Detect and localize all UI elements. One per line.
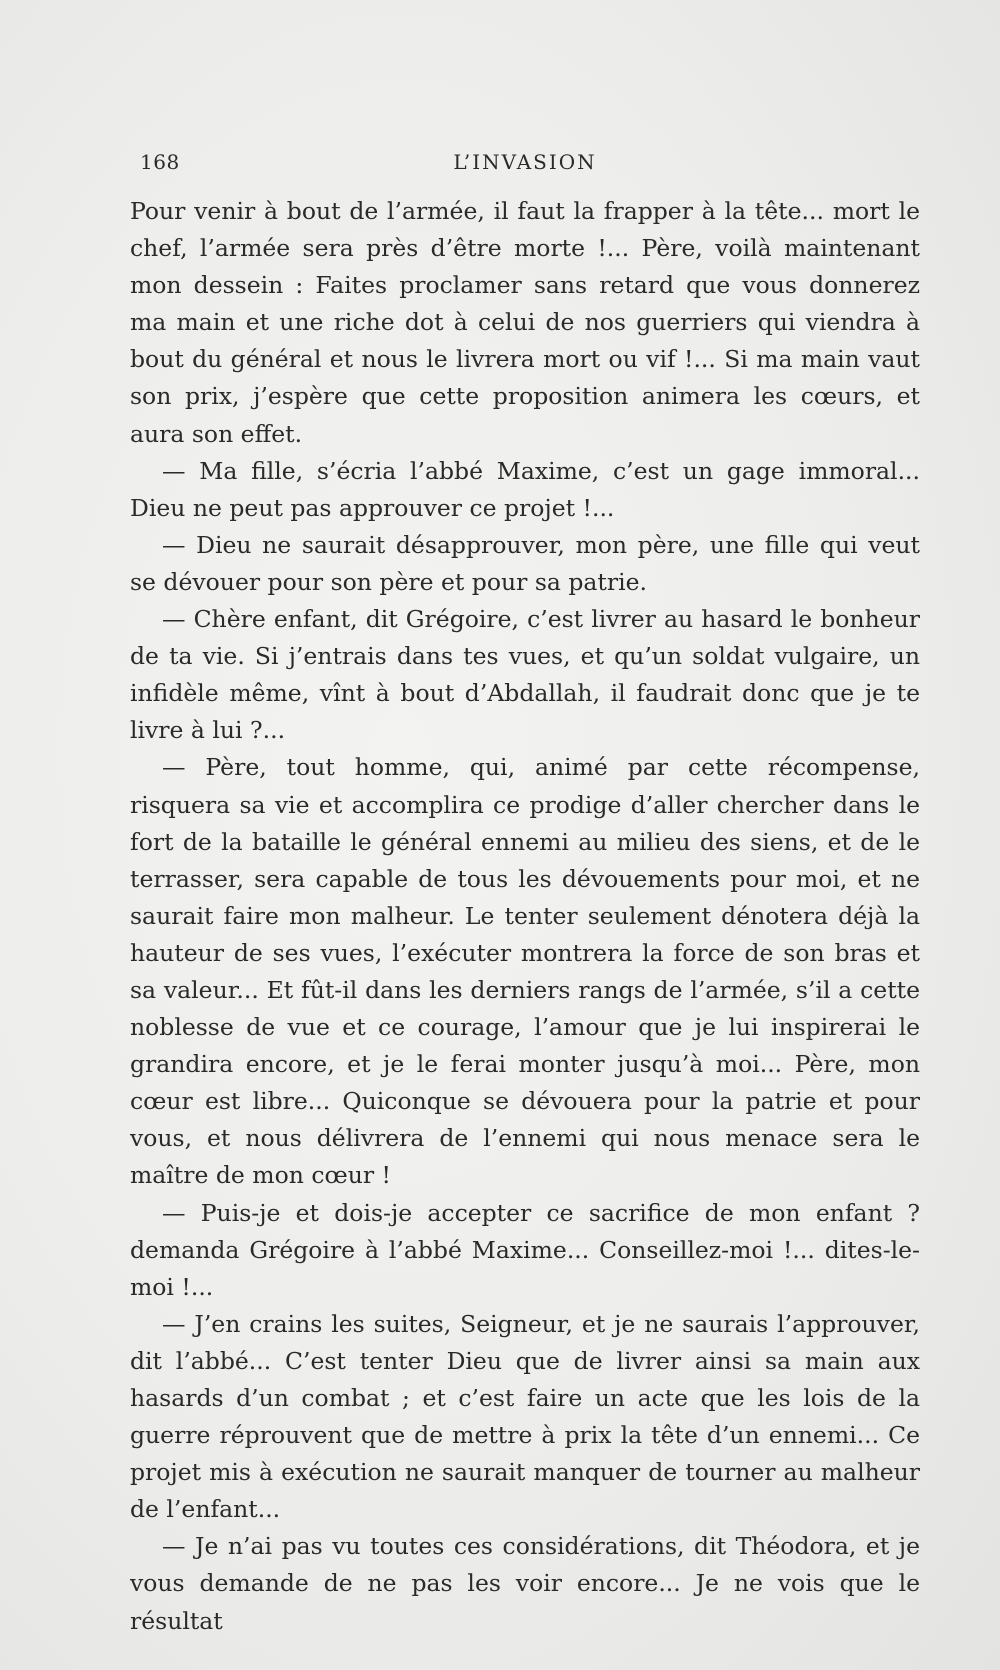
paragraph: — Puis-je et dois-je accepter ce sacrifice de mon enfant ? demanda Grégoire à l’abbé Maxime... Conseillez-moi !... dites-le-moi !... <box>130 1198 920 1301</box>
paragraph: — Chère enfant, dit Grégoire, c’est livrer au hasard le bonheur de ta vie. Si j’entrais dans tes vues, et qu’un soldat vulgaire, un infidèle même, vînt à bout d’Abdallah, il faudrait donc que je te livre à lui ?... <box>130 605 920 745</box>
running-head <box>140 150 910 180</box>
paragraph: Pour venir à bout de l’armée, il faut la frapper à la tête... mort le chef, l’armée sera près d’être morte !... Père, voilà maintenant mon dessein : Faites proclamer sans retard que vous donnerez ma main et une riche dot à celui de nos guerriers qui viendra à bout du général et nous le livrera mort ou vif !... Si ma main vaut son prix, j’espère que cette proposition animera les cœurs, et aura son effet. <box>130 197 920 448</box>
body-text <box>130 193 920 1640</box>
paragraph: — Père, tout homme, qui, animé par cette récompense, risquera sa vie et accomplira ce prodige d’aller chercher dans le fort de la bataille le général ennemi au milieu des siens, et de le terrasser, sera capable de tous les dévouements pour moi, et ne saurait faire mon malheur. Le tenter seulement dénotera déjà la hauteur de ses vues, l’exécuter montrera la force de son bras et sa valeur... Et fût-il dans les derniers rangs de l’armée, s’il a cette noblesse de vue et ce courage, l’amour que je lui inspirerai le grandira encore, et je le ferai monter jusqu’à moi... Père, mon cœur est libre... Quiconque se dévouera pour la patrie et pour vous, et nous délivrera de l’ennemi qui nous menace sera le maître de mon cœur ! <box>130 753 920 1190</box>
paragraph: — J’en crains les suites, Seigneur, et je ne saurais l’approuver, dit l’abbé... C’est tenter Dieu que de livrer ainsi sa main aux hasards d’un combat ; et c’est faire un acte que les lois de la guerre réprouvent que de mettre à prix la tête d’un ennemi... Ce projet mis à exécution ne saurait manquer de tourner au malheur de l’enfant... <box>130 1309 920 1524</box>
paragraph: — Dieu ne saurait désapprouver, mon père, une fille qui veut se dévouer pour son père et pour sa patrie. <box>130 530 920 596</box>
running-title: L’INVASION <box>453 150 597 174</box>
paragraph: — Ma fille, s’écria l’abbé Maxime, c’est un gage immoral... Dieu ne peut pas approuver ce projet !... <box>130 456 920 522</box>
page-number: 168 <box>140 150 180 174</box>
paragraph: — Je n’ai pas vu toutes ces considérations, dit Théodora, et je vous demande de ne pas les voir encore... Je ne vois que le résultat <box>130 1532 920 1635</box>
